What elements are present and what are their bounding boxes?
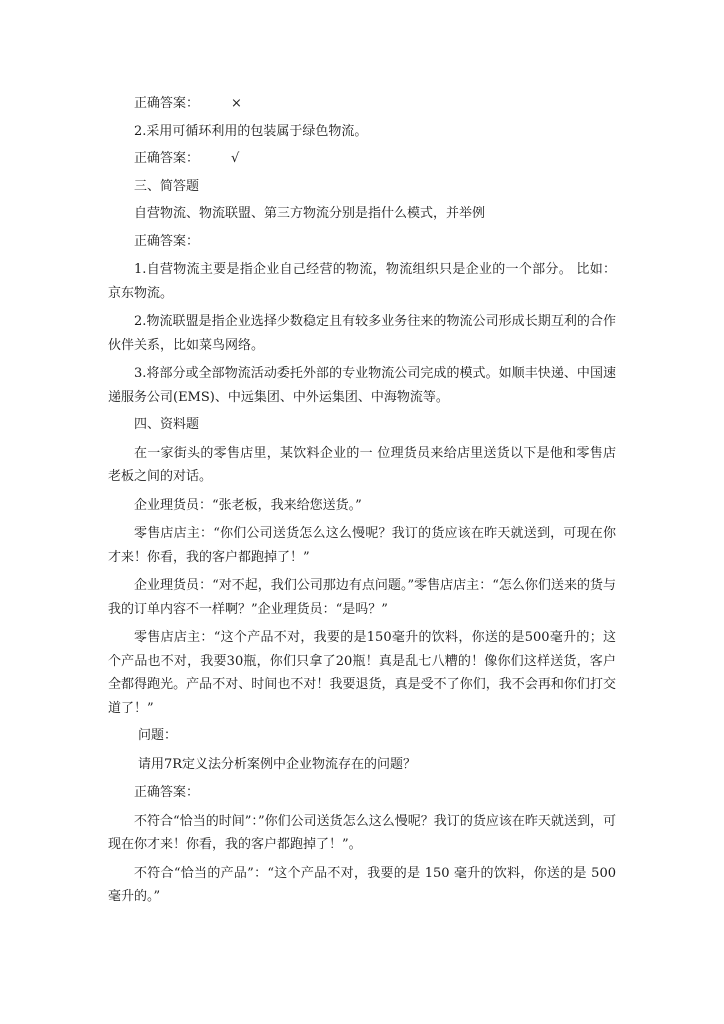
dialogue-line: 企业理货员：“张老板，我来给您送货。” <box>134 497 362 513</box>
section-heading: 四、资料题 <box>134 417 200 432</box>
answer-line <box>108 147 616 171</box>
dialogue-line: 零售店店主：“你们公司送货怎么这么慢呢？我订的货应该在昨天就送到，可现在你才来！你看，我的客户都跑掉了！” <box>108 526 616 565</box>
section-heading: 三、简答题 <box>134 178 200 194</box>
question-text: 请用7R定义法分析案例中企业物流存在的问题？ <box>138 756 417 772</box>
answer-paragraph: 1.自营物流主要是指企业自己经营的物流，物流组织只是企业的一个部分。 比如：京东物流。 <box>108 262 616 301</box>
question-heading: 问题： <box>138 728 178 743</box>
question-text: 自营物流、物流联盟、第三方物流分别是指什么模式，并举例 <box>134 206 486 221</box>
correct-mark: √ <box>231 151 240 166</box>
question-text: 2.采用可循环利用的包装属于绿色物流。 <box>134 123 368 139</box>
answer-paragraph: 3.将部分或全部物流活动委托外部的专业物流公司完成的模式。如顺丰快递、中国速递服务公司(EMS)、中远集团、中外运集团、中海物流等。 <box>108 366 616 405</box>
answer-paragraph: 不符合“恰当的产品”：“这个产品不对，我要的是 150 毫升的饮料，你送的是 500毫升的。” <box>108 865 616 904</box>
answer-label: 正确答案： <box>134 785 200 800</box>
answer-paragraph: 2.物流联盟是指企业选择少数稳定且有较多业务往来的物流公司形成长期互利的合作伙伴关系，比如菜鸟网络。 <box>108 314 616 353</box>
answer-label: 正确答案： <box>134 96 200 111</box>
case-paragraph: 在一家街头的零售店里，某饮料企业的一 位理货员来给店里送货以下是他和零售店老板之间的对话。 <box>108 445 616 484</box>
answer-label: 正确答案： <box>134 151 200 166</box>
wrong-mark: × <box>231 96 242 111</box>
answer-paragraph: 不符合“恰当的时间”：”你们公司送货怎么这么慢呢？我订的货应该在昨天就送到，可现在你才来！你看，我的客户都跑掉了！”。 <box>108 813 616 852</box>
dialogue-line: 零售店店主：“这个产品不对，我要的是150毫升的饮料，你送的是500毫升的；这个产品也不对，我要30瓶，你们只拿了20瓶！真是乱七八糟的！像你们这样送货，客户全都得跑光。产品不对、时间也不对！我要退货，真是受不了你们，我不会再和你们打交道了！” <box>108 630 616 716</box>
answer-label: 正确答案： <box>134 233 200 249</box>
answer-line <box>108 92 616 116</box>
dialogue-line: 企业理货员：“对不起，我们公司那边有点问题。”零售店店主：“怎么你们送来的货与我的订单内容不一样啊？”企业理货员：“是吗？” <box>108 578 616 617</box>
